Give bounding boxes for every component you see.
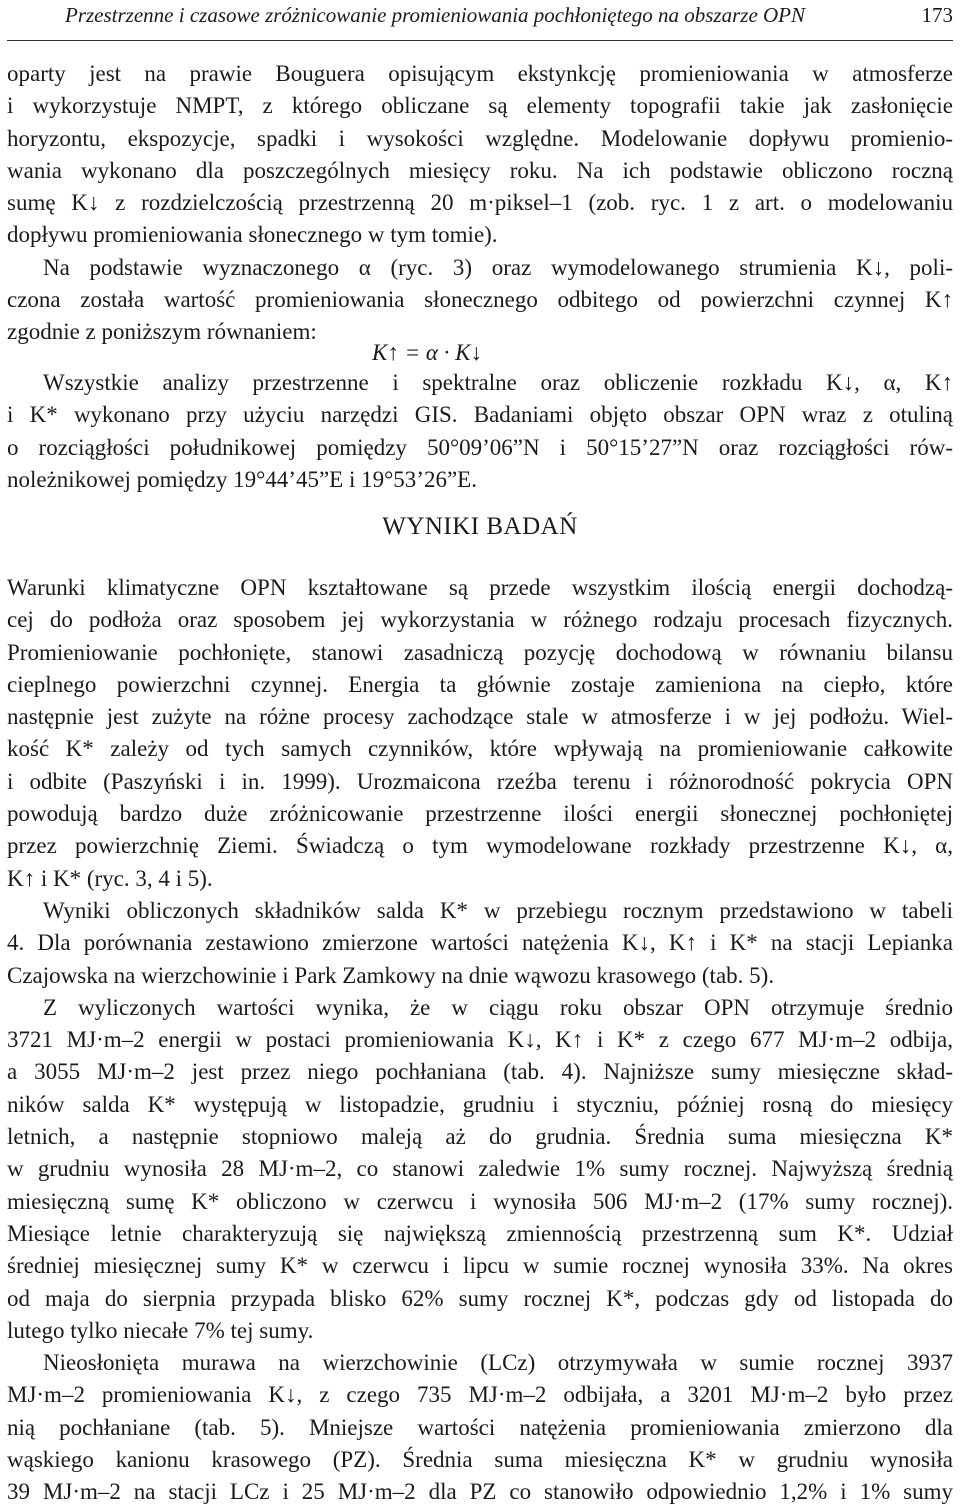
text-line: Wszystkie analizy przestrzenne i spektralne oraz obliczenie rozkładu K↓, α, K↑	[43, 370, 953, 395]
text-line: od maja do sierpnia przypada blisko 62% sumy rocznej K*, podczas gdy od listopada do	[7, 1285, 953, 1311]
text-line: Nieosłonięta murawa na wierzchowinie (LCz) otrzymywała w sumie rocznej 3937	[43, 1350, 953, 1376]
text-line: wąskiego kanionu krasowego (PZ). Średnia suma miesięczna K* w grudniu wynosiła	[7, 1447, 953, 1473]
text-line: o rozciągłości południkowej pomiędzy 50°09’06”N i 50°15’27”N oraz rozciągłości rów-	[7, 434, 953, 460]
text-line: cieplnego powierzchni czynnej. Energia ta głównie zostaje zamieniona na ciepło, które	[7, 671, 953, 697]
text-line: kość K* zależy od tych samych czynników, które wpływają na promieniowanie całkowite	[7, 736, 953, 762]
text-line: 4. Dla porównania zestawiono zmierzone wartości natężenia K↓, K↑ i K* na stacji Lepianka	[7, 930, 953, 956]
text-line: K↑ i K* (ryc. 3, 4 i 5).	[7, 865, 213, 891]
text-line: przez powierzchnię Ziemi. Świadczą o tym wymodelowane rozkłady przestrzenne K↓, α,	[7, 833, 953, 859]
text-line: ników salda K* występują w listopadzie, grudniu i styczniu, później rosną do miesięcy	[7, 1091, 953, 1117]
paragraph-bouguer	[7, 58, 953, 252]
text-line: 39 MJ·m–2 na stacji LCz i 25 MJ·m–2 dla PZ co stanowiło odpowiednio 1,2% i 1% sumy	[7, 1479, 953, 1505]
text-line: oparty jest na prawie Bouguera opisującym ekstynkcję promieniowania w atmosferze	[7, 61, 953, 86]
text-line: i wykorzystuje NMPT, z którego obliczane są elementy topografii takie jak zasłonięcie	[7, 93, 953, 119]
results-text	[7, 572, 953, 1509]
text-line: horyzontu, ekspozycje, spadki i wysokości względne. Modelowanie dopływu promienio-	[7, 125, 953, 151]
text-line: Z wyliczonych wartości wynika, że w ciągu roku obszar OPN otrzymuje średnio	[43, 994, 953, 1020]
text-line: noleżnikowej pomiędzy 19°44’45”E i 19°53’26”E.	[7, 466, 477, 492]
methods-text	[7, 58, 953, 349]
text-line: letnich, a następnie stopniowo maleją aż do grudnia. Średnia suma miesięczna K*	[7, 1124, 953, 1150]
text-line: lutego tylko niecałe 7% tej sumy.	[7, 1317, 314, 1343]
document-page	[7, 0, 953, 1505]
text-line: powodują bardzo duże zróżnicowanie przestrzenne ilości energii słonecznej pochłoniętej	[7, 801, 953, 827]
text-line: 3721 MJ·m–2 energii w postaci promieniowania K↓, K↑ i K* z czego 677 MJ·m–2 odbija,	[7, 1027, 953, 1053]
text-line: następnie jest zużyte na różne procesy zachodzące stale w atmosferze i w jej podłożu. Wiel-	[7, 704, 953, 730]
text-line: i K* wykonano przy użyciu narzędzi GIS. Badaniami objęto obszar OPN wraz z otuliną	[7, 402, 953, 428]
text-line: zgodnie z poniższym równaniem:	[7, 319, 317, 345]
running-header	[7, 0, 953, 41]
text-line: sumę K↓ z rozdzielczością przestrzenną 20 m·piksel–1 (zob. ryc. 1 z art. o modelowaniu	[7, 190, 953, 216]
text-line: Wyniki obliczonych składników salda K* w przebiegu rocznym przedstawiono w tabeli	[43, 897, 953, 923]
text-line: Miesiące letnie charakteryzują się największą zmiennością przestrzenną sum K*. Udział	[7, 1220, 953, 1246]
text-line: a 3055 MJ·m–2 jest przez niego pochłaniana (tab. 4). Najniższe sumy miesięczne skład-	[7, 1059, 953, 1085]
text-line: wania wykonano dla poszczególnych miesięcy roku. Na ich podstawie obliczono roczną	[7, 157, 953, 183]
text-line: czona została wartość promieniowania słonecznego odbitego od powierzchni czynnej K↑	[7, 287, 953, 313]
running-title: Przestrzenne i czasowe zróżnicowanie promieniowania pochłoniętego na obszarze OPN	[65, 3, 806, 27]
paragraph-gis	[7, 367, 953, 496]
text-line: Na podstawie wyznaczonego α (ryc. 3) oraz wymodelowanego strumienia K↓, poli-	[43, 254, 953, 280]
text-line: Warunki klimatyczne OPN kształtowane są przede wszystkim ilością energii dochodzą-	[7, 575, 953, 600]
section-heading: WYNIKI BADAŃ	[382, 513, 578, 540]
text-line: dopływu promieniowania słonecznego w tym tomie).	[7, 222, 498, 248]
text-line: nią pochłaniane (tab. 5). Mniejsze wartości natężenia promieniowania zmierzono dla	[7, 1414, 953, 1440]
text-line: średniej miesięcznej sumy K* w czerwcu i lipcu w sumie rocznej wynosiła 33%. Na okres	[7, 1253, 953, 1279]
text-line: Promieniowanie pochłonięte, stanowi zasadniczą pozycję dochodową w równaniu bilansu	[7, 639, 953, 665]
equation: K↑ = α · K↓	[372, 340, 483, 365]
text-line: miesięczną sumę K* obliczono w czerwcu i wynosiła 506 MJ·m–2 (17% sumy rocznej).	[7, 1188, 953, 1214]
text-line: i odbite (Paszyński i in. 1999). Urozmaicona rzeźba terenu i różnorodność pokrycia OPN	[7, 768, 953, 794]
text-line: cej do podłoża oraz sposobem jej wykorzystania w różnego rodzaju procesach fizycznych.	[7, 607, 953, 633]
text-line: Czajowska na wierzchowinie i Park Zamkowy na dnie wąwozu krasowego (tab. 5).	[7, 962, 775, 988]
page-number: 173	[921, 3, 953, 27]
paragraph-albedo	[7, 252, 953, 349]
text-line: MJ·m–2 promieniowania K↓, z czego 735 MJ·m–2 odbijała, a 3201 MJ·m–2 było przez	[7, 1382, 953, 1408]
text-line: w grudniu wynosiła 28 MJ·m–2, co stanowi zaledwie 1% sumy rocznej. Najwyższą średnią	[7, 1156, 953, 1182]
